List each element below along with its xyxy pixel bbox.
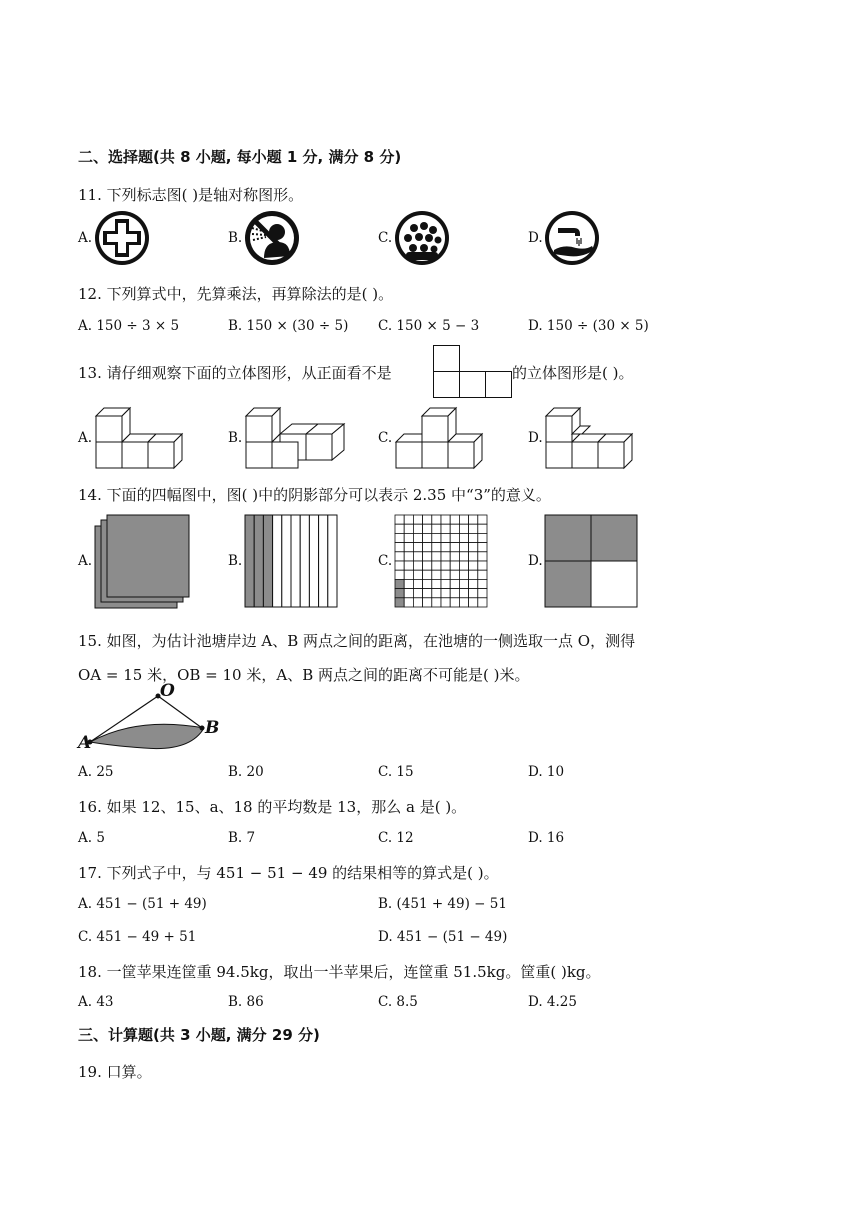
q13-option-b-label: B.: [228, 430, 243, 446]
question-17-text: 17. 下列式子中，与 451 − 51 − 49 的结果相等的算式是( )。: [78, 864, 499, 882]
q14-c-cell: [432, 552, 441, 561]
q14-c-cell: [441, 543, 450, 552]
q14-b-strip: [282, 515, 291, 607]
q14-c-cell: [450, 598, 459, 607]
no-spraying-sign-icon: [244, 210, 300, 266]
q14-c-cell: [478, 561, 487, 570]
q14-c-cell: [413, 524, 422, 533]
q14-c-cell: [395, 524, 404, 533]
q18-option-c: C. 8.5: [378, 994, 418, 1010]
q13-figure-b: [244, 406, 349, 470]
q14-c-cell: [469, 570, 478, 579]
q14-c-cell: [478, 524, 487, 533]
q14-figure-a: [94, 514, 190, 610]
first-aid-cross-sign-icon: [94, 210, 150, 266]
q14-c-cell: [423, 552, 432, 561]
q14-c-cell: [404, 579, 413, 588]
q14-c-cell: [432, 524, 441, 533]
q14-c-cell: [395, 598, 404, 607]
hand-wash-sign-icon: [544, 210, 600, 266]
q14-c-cell: [459, 561, 468, 570]
q14-option-c-label: C.: [378, 553, 393, 569]
q14-c-cell: [478, 543, 487, 552]
q14-c-cell: [450, 524, 459, 533]
q14-c-cell: [413, 533, 422, 542]
q15-point-o-label: O: [160, 681, 175, 701]
q14-c-cell: [404, 533, 413, 542]
q12-option-a: A. 150 ÷ 3 × 5: [78, 318, 180, 334]
q14-c-cell: [395, 515, 404, 524]
q18-option-d: D. 4.25: [528, 994, 577, 1010]
q14-c-cell: [450, 579, 459, 588]
q14-c-cell: [404, 589, 413, 598]
q14-c-cell: [432, 589, 441, 598]
q14-c-cell: [404, 570, 413, 579]
q13-figure-a: [94, 406, 189, 470]
q13-figure-c: [394, 406, 489, 470]
q14-c-cell: [404, 543, 413, 552]
q14-c-cell: [395, 570, 404, 579]
q14-c-cell: [432, 533, 441, 542]
q14-c-cell: [459, 552, 468, 561]
q14-c-cell: [413, 570, 422, 579]
q14-c-cell: [469, 561, 478, 570]
q15-point-a-label: A: [78, 733, 92, 753]
section-heading-choice: 二、选择题(共 8 小题, 每小题 1 分, 满分 8 分): [78, 148, 402, 166]
q14-c-cell: [423, 524, 432, 533]
q14-option-d-label: D.: [528, 553, 543, 569]
question-15-line-1: 15. 如图，为估计池塘岸边 A、B 两点之间的距离，在池塘的一侧选取一点 O，测得: [78, 632, 636, 650]
q14-option-a-label: A.: [78, 553, 93, 569]
q14-c-cell: [423, 515, 432, 524]
q14-c-cell: [413, 552, 422, 561]
q14-c-cell: [404, 561, 413, 570]
q14-c-cell: [441, 579, 450, 588]
q12-option-b: B. 150 × (30 ÷ 5): [228, 318, 349, 334]
q14-c-cell: [450, 561, 459, 570]
q15-option-b: B. 20: [228, 764, 264, 780]
q14-c-cell: [423, 561, 432, 570]
q14-c-cell: [441, 515, 450, 524]
q14-c-cell: [459, 570, 468, 579]
q14-c-cell: [423, 579, 432, 588]
q14-c-cell: [478, 552, 487, 561]
q14-c-cell: [478, 533, 487, 542]
q14-c-cell: [413, 561, 422, 570]
q14-option-b-label: B.: [228, 553, 243, 569]
q12-option-c: C. 150 × 5 − 3: [378, 318, 480, 334]
q14-c-cell: [469, 543, 478, 552]
q14-c-cell: [404, 515, 413, 524]
question-18-text: 18. 一筐苹果连筐重 94.5kg，取出一半苹果后，连筐重 51.5kg。筐重( )kg。: [78, 963, 601, 981]
q15-option-a: A. 25: [78, 764, 114, 780]
q17-option-a: A. 451 − (51 + 49): [78, 896, 207, 912]
q14-c-cell: [441, 570, 450, 579]
q14-c-cell: [469, 589, 478, 598]
q14-c-cell: [478, 598, 487, 607]
q14-c-cell: [469, 515, 478, 524]
crowd-sign-icon: [394, 210, 450, 266]
q14-c-cell: [441, 533, 450, 542]
q14-c-cell: [404, 552, 413, 561]
q15-option-d: D. 10: [528, 764, 565, 780]
q14-b-strip: [273, 515, 282, 607]
q14-c-cell: [450, 533, 459, 542]
q14-c-cell: [404, 598, 413, 607]
q14-b-strip: [263, 515, 272, 607]
q14-c-cell: [395, 589, 404, 598]
section-heading-calculation: 三、计算题(共 3 小题, 满分 29 分): [78, 1026, 320, 1044]
q14-c-cell: [450, 589, 459, 598]
question-13-text-before: 13. 请仔细观察下面的立体图形，从正面看不是: [78, 364, 392, 382]
q14-c-cell: [459, 589, 468, 598]
question-12-text: 12. 下列算式中，先算乘法，再算除法的是( )。: [78, 285, 394, 303]
question-13-text-after: 的立体图形是( )。: [512, 364, 634, 382]
q17-option-c: C. 451 − 49 + 51: [78, 929, 197, 945]
q11-option-d-label: D.: [528, 230, 543, 246]
q14-c-cell: [469, 533, 478, 542]
question-15-line-2: OA = 15 米，OB = 10 米，A、B 两点之间的距离不可能是( )米。: [78, 666, 530, 684]
q14-c-cell: [459, 533, 468, 542]
q13-figure-d: [544, 406, 639, 470]
q11-option-a-label: A.: [78, 230, 93, 246]
q14-c-cell: [469, 524, 478, 533]
q15-point-b-label: B: [205, 718, 220, 738]
q14-b-strip: [245, 515, 254, 607]
q14-c-cell: [441, 561, 450, 570]
q14-c-cell: [441, 598, 450, 607]
q14-c-cell: [395, 579, 404, 588]
q14-c-cell: [413, 579, 422, 588]
q14-figure-d: [544, 514, 638, 608]
q16-option-a: A. 5: [78, 830, 105, 846]
q14-figure-b: [244, 514, 338, 608]
q18-option-b: B. 86: [228, 994, 264, 1010]
q13-option-d-label: D.: [528, 430, 543, 446]
q14-c-cell: [469, 598, 478, 607]
q11-option-c-label: C.: [378, 230, 393, 246]
q14-c-cell: [413, 589, 422, 598]
q16-option-c: C. 12: [378, 830, 414, 846]
q14-c-cell: [404, 524, 413, 533]
q14-c-cell: [395, 533, 404, 542]
front-view-shape-figure: [433, 345, 513, 398]
q14-c-cell: [459, 543, 468, 552]
q17-option-b: B. (451 + 49) − 51: [378, 896, 507, 912]
question-11-text: 11. 下列标志图( )是轴对称图形。: [78, 186, 304, 204]
q11-option-b-label: B.: [228, 230, 243, 246]
q12-option-d: D. 150 ÷ (30 × 5): [528, 318, 649, 334]
q14-c-cell: [441, 589, 450, 598]
q14-c-cell: [478, 589, 487, 598]
q14-figure-c: [394, 514, 488, 608]
q14-c-cell: [478, 579, 487, 588]
q14-c-cell: [423, 533, 432, 542]
q14-b-strip: [291, 515, 300, 607]
q14-c-cell: [423, 598, 432, 607]
q14-c-cell: [432, 543, 441, 552]
q14-c-cell: [450, 570, 459, 579]
question-19-text: 19. 口算。: [78, 1063, 152, 1081]
q14-c-cell: [395, 552, 404, 561]
q14-c-cell: [469, 552, 478, 561]
q13-option-c-label: C.: [378, 430, 393, 446]
q16-option-b: B. 7: [228, 830, 256, 846]
q14-c-cell: [423, 589, 432, 598]
q14-c-cell: [450, 552, 459, 561]
q14-c-cell: [432, 515, 441, 524]
q14-c-cell: [432, 561, 441, 570]
q14-c-cell: [432, 598, 441, 607]
q14-c-cell: [469, 579, 478, 588]
q14-c-cell: [459, 598, 468, 607]
q13-option-a-label: A.: [78, 430, 93, 446]
q15-pond-figure: [78, 680, 228, 752]
q14-b-strip: [254, 515, 263, 607]
q16-option-d: D. 16: [528, 830, 565, 846]
q14-c-cell: [413, 515, 422, 524]
q14-b-strip: [300, 515, 309, 607]
q14-c-cell: [459, 579, 468, 588]
q14-c-cell: [459, 515, 468, 524]
q17-option-d: D. 451 − (51 − 49): [378, 929, 508, 945]
q14-c-cell: [459, 524, 468, 533]
q15-option-c: C. 15: [378, 764, 414, 780]
q14-b-strip: [309, 515, 318, 607]
q14-c-cell: [423, 570, 432, 579]
q14-c-cell: [441, 524, 450, 533]
q14-c-cell: [395, 543, 404, 552]
q14-c-cell: [432, 570, 441, 579]
q14-c-cell: [441, 552, 450, 561]
q14-c-cell: [423, 543, 432, 552]
q14-c-cell: [395, 561, 404, 570]
q14-b-strip: [328, 515, 337, 607]
q14-c-cell: [432, 579, 441, 588]
q14-c-cell: [450, 543, 459, 552]
q14-b-strip: [319, 515, 328, 607]
q14-c-cell: [478, 570, 487, 579]
question-14-text: 14. 下面的四幅图中，图( )中的阴影部分可以表示 2.35 中“3”的意义。: [78, 486, 551, 504]
q14-c-cell: [450, 515, 459, 524]
q14-c-cell: [413, 598, 422, 607]
question-16-text: 16. 如果 12、15、a、18 的平均数是 13，那么 a 是( )。: [78, 798, 467, 816]
q18-option-a: A. 43: [78, 994, 114, 1010]
q14-c-cell: [413, 543, 422, 552]
q14-c-cell: [478, 515, 487, 524]
